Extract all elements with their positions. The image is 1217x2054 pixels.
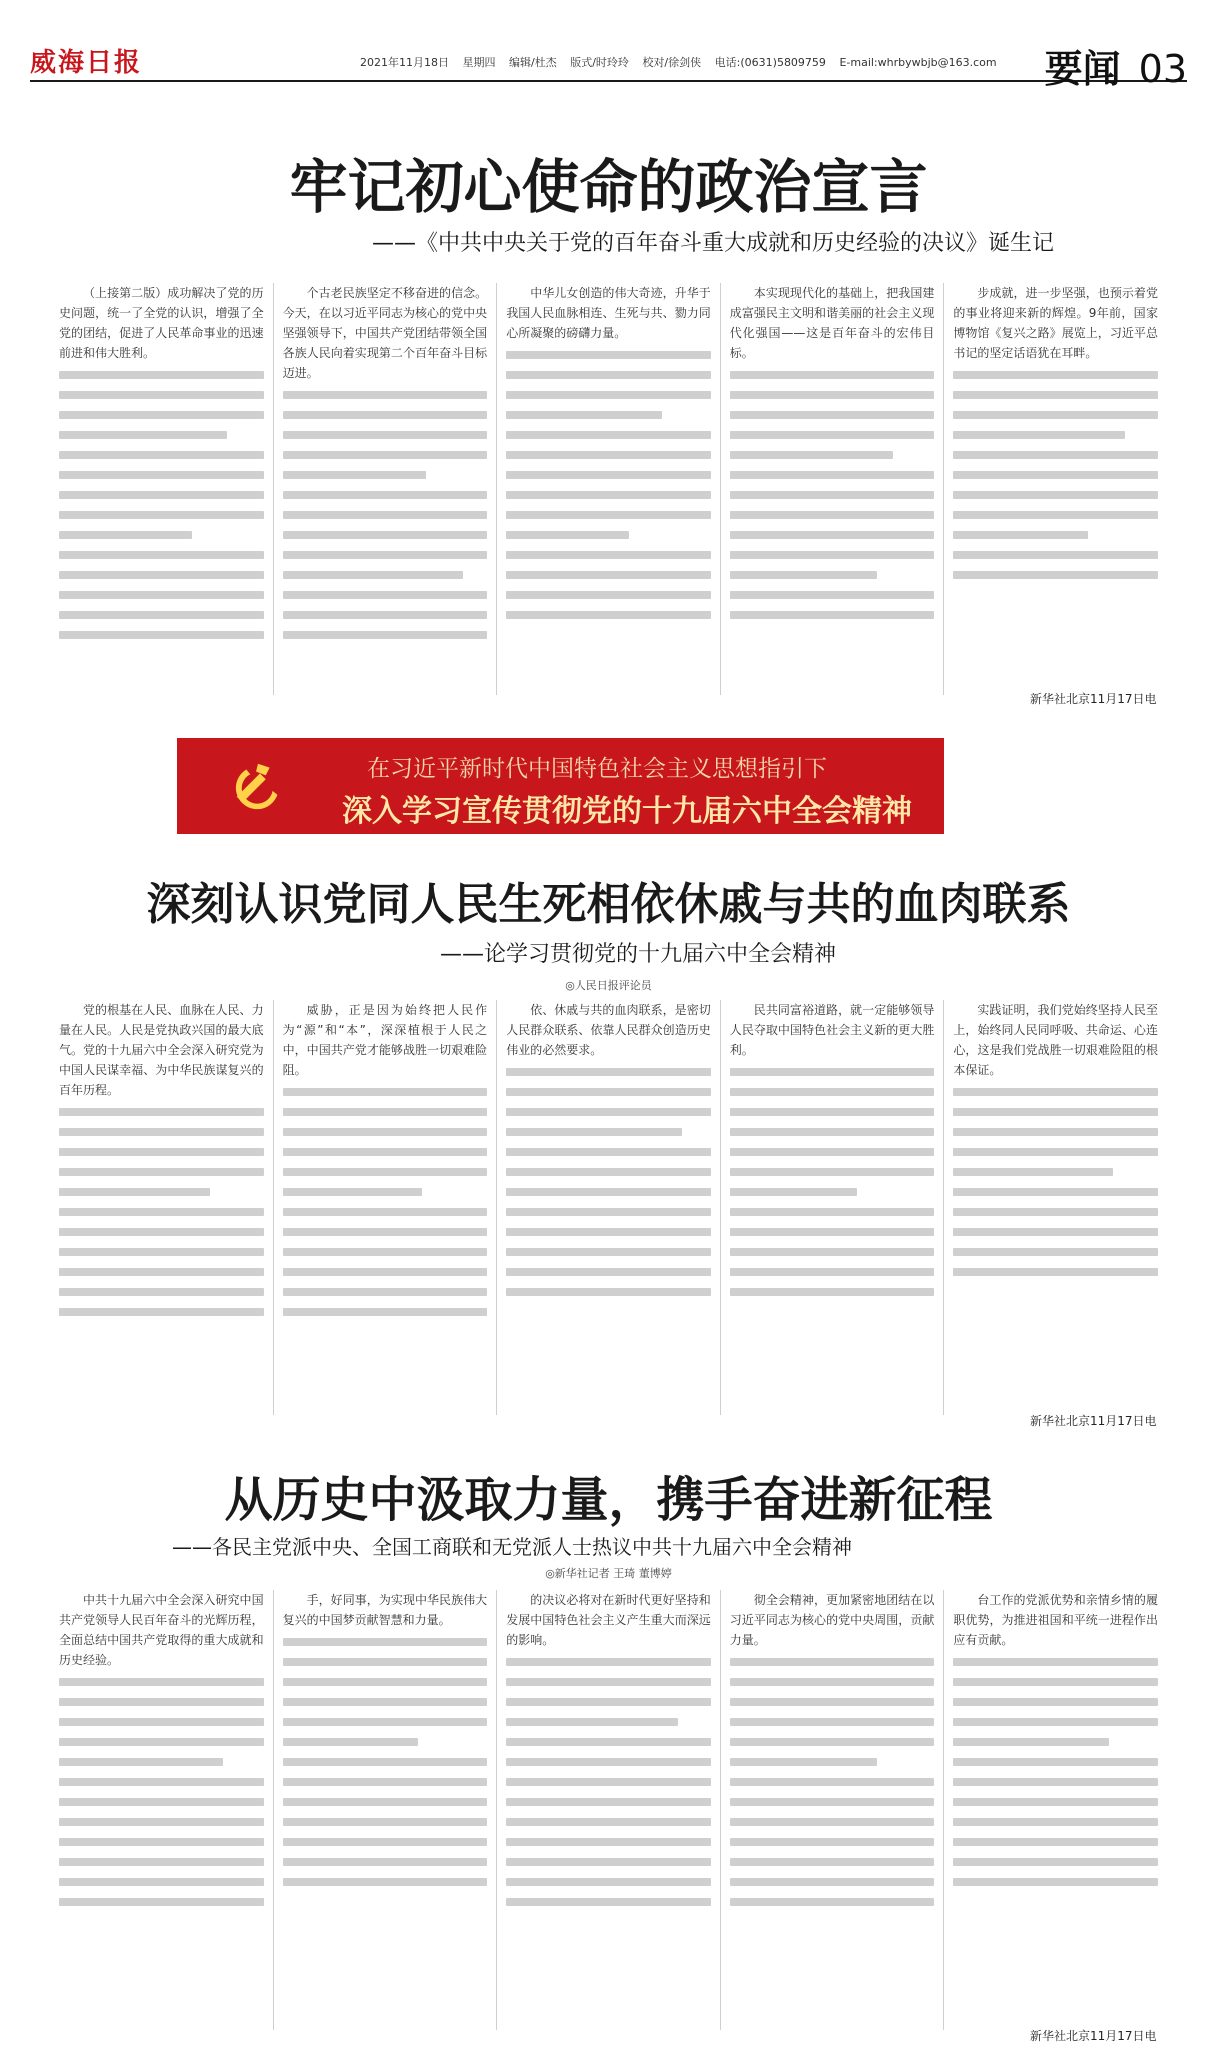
article1-text-lines <box>506 351 711 619</box>
page-number: 03 <box>1138 47 1187 91</box>
article1-dateline: 新华社北京11月17日电 <box>1030 692 1157 706</box>
article2-paragraph: 民共同富裕道路，就一定能够领导人民夺取中国特色社会主义新的更大胜利。 <box>729 1003 935 1057</box>
article1-title: 牢记初心使命的政治宣言 <box>289 153 928 221</box>
article1-text-lines <box>59 371 264 639</box>
issue-weekday: 星期四 <box>462 56 496 69</box>
campaign-banner <box>177 738 944 834</box>
article2-column <box>944 1000 1167 1415</box>
article1-column <box>721 283 945 695</box>
design-credit: 版式/时玲玲 <box>570 56 629 69</box>
article3-paragraph: 手，好同事，为实现中华民族伟大复兴的中国梦贡献智慧和力量。 <box>282 1593 488 1627</box>
article1-paragraph: 本实现现代化的基础上，把我国建成富强民主文明和谐美丽的社会主义现代化强国——这是百年奋斗的宏伟目标。 <box>729 286 935 360</box>
article2-byline: ◎人民日报评论员 <box>565 979 652 992</box>
newspaper-logo: 威海日报 <box>30 48 143 78</box>
article3-column <box>721 1590 945 2030</box>
article3-text-lines <box>730 1658 935 1906</box>
email-address: E-mail:whrbywbjb@163.com <box>839 56 997 69</box>
article3-column <box>274 1590 498 2030</box>
article1-paragraph: （上接第二版）成功解决了党的历史问题，统一了全党的认识，增强了全党的团结，促进了人民革命事业的迅速前进和伟大胜利。 <box>59 286 264 360</box>
article1-column <box>497 283 721 695</box>
article2-text-lines <box>506 1068 711 1296</box>
article1-column <box>274 283 498 695</box>
party-emblem-icon <box>227 754 289 816</box>
article3-column <box>50 1590 274 2030</box>
article2-text-lines <box>953 1088 1158 1276</box>
article1-subtitle: ——《中共中央关于党的百年奋斗重大成就和历史经验的决议》诞生记 <box>372 231 1055 256</box>
article3-column <box>944 1590 1167 2030</box>
article3-paragraph: 彻全会精神，更加紧密地团结在以习近平同志为核心的党中央周围，贡献力量。 <box>729 1593 935 1647</box>
article1-column <box>50 283 274 695</box>
section-heading <box>1045 38 1187 93</box>
article3-column <box>497 1590 721 2030</box>
banner-line2: 深入学习宣传贯彻党的十九届六中全会精神 <box>342 794 912 829</box>
phone-number: 电话:(0631)5809759 <box>714 56 826 69</box>
article1-column <box>944 283 1167 695</box>
proof-credit: 校对/徐剑侠 <box>642 56 702 69</box>
article1-paragraph: 个古老民族坚定不移奋进的信念。今天，在以习近平同志为核心的党中央坚强领导下，中国共产党团结带领全国各族人民向着实现第二个百年奋斗目标迈进。 <box>282 286 488 380</box>
article3-text-lines <box>506 1658 711 1906</box>
article2-title: 深刻认识党同人民生死相依休戚与共的血肉联系 <box>146 879 1071 930</box>
article2-column <box>721 1000 945 1415</box>
article3-paragraph: 的决议必将对在新时代更好坚持和发展中国特色社会主义产生重大而深远的影响。 <box>506 1593 711 1647</box>
article1-body <box>50 283 1167 695</box>
article1-text-lines <box>953 371 1158 579</box>
article3-byline: ◎新华社记者 王琦 董博婷 <box>545 1567 672 1580</box>
article1-paragraph: 中华儿女创造的伟大奇迹，升华于我国人民血脉相连、生死与共、勠力同心所凝聚的磅礴力量。 <box>506 286 711 340</box>
article3-text-lines <box>59 1678 264 1906</box>
section-name: 要闻 <box>1044 47 1121 91</box>
article1-text-lines <box>730 371 935 619</box>
article2-text-lines <box>730 1068 935 1296</box>
article1-text-lines <box>283 391 488 639</box>
article3-text-lines <box>283 1638 488 1886</box>
article3-text-lines <box>953 1658 1158 1886</box>
article2-body <box>50 1000 1167 1415</box>
article2-text-lines <box>283 1088 488 1316</box>
article2-subtitle: ——论学习贯彻党的十九届六中全会精神 <box>440 942 837 967</box>
issue-meta <box>360 54 1007 70</box>
issue-date: 2021年11月18日 <box>360 56 449 69</box>
editor-credit: 编辑/杜杰 <box>509 56 557 69</box>
article2-dateline: 新华社北京11月17日电 <box>1030 1414 1157 1428</box>
article2-paragraph: 威胁，正是因为始终把人民作为“源”和“本”，深深植根于人民之中，中国共产党才能够战胜一切艰难险阻。 <box>282 1003 488 1077</box>
article2-text-lines <box>59 1108 264 1316</box>
article3-body <box>50 1590 1167 2030</box>
masthead <box>30 38 1187 91</box>
article2-paragraph: 依、休戚与共的血肉联系，是密切人民群众联系、依靠人民群众创造历史伟业的必然要求。 <box>506 1003 711 1057</box>
article2-column <box>274 1000 498 1415</box>
article1-paragraph: 步成就，进一步坚强，也预示着党的事业将迎来新的辉煌。9年前，国家博物馆《复兴之路》展览上，习近平总书记的坚定话语犹在耳畔。 <box>953 286 1158 360</box>
banner-line1: 在习近平新时代中国特色社会主义思想指引下 <box>367 756 827 782</box>
article2-paragraph: 党的根基在人民、血脉在人民、力量在人民。人民是党执政兴国的最大底气。党的十九届六中全会深入研究党为中国人民谋幸福、为中华民族谋复兴的百年历程。 <box>59 1003 264 1097</box>
article3-dateline: 新华社北京11月17日电 <box>1030 2029 1157 2043</box>
article3-paragraph: 中共十九届六中全会深入研究中国共产党领导人民百年奋斗的光辉历程，全面总结中国共产党取得的重大成就和历史经验。 <box>59 1593 264 1667</box>
article2-column <box>497 1000 721 1415</box>
article3-subtitle: ——各民主党派中央、全国工商联和无党派人士热议中共十九届六中全会精神 <box>172 1535 852 1559</box>
article2-column <box>50 1000 274 1415</box>
article2-paragraph: 实践证明，我们党始终坚持人民至上，始终同人民同呼吸、共命运、心连心，这是我们党战胜一切艰难险阻的根本保证。 <box>953 1003 1158 1077</box>
article3-paragraph: 台工作的党派优势和亲情乡情的履职优势，为推进祖国和平统一进程作出应有贡献。 <box>953 1593 1158 1647</box>
article3-title: 从历史中汲取力量，携手奋进新征程 <box>224 1472 993 1528</box>
